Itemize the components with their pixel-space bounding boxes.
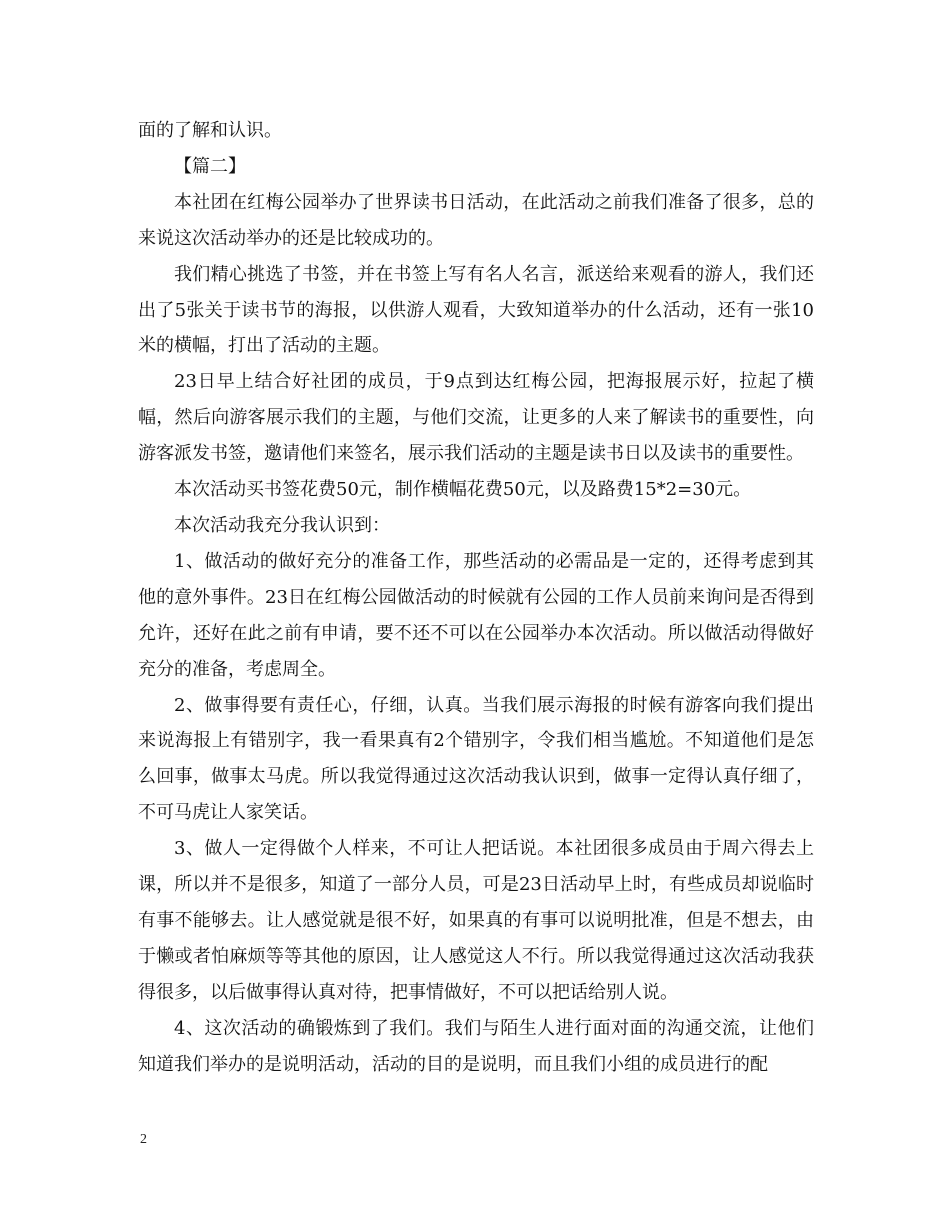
- page-number: 2: [140, 1132, 147, 1147]
- section-heading: 【篇二】: [174, 155, 246, 177]
- document-body: [138, 113, 814, 1082]
- paragraph-6: 本次活动买书签花费50元，制作横幅花费50元，以及路费15*2=30元。: [174, 479, 752, 501]
- paragraph-8: 1、做活动的做好充分的准备工作，那些活动的必需品是一定的，还得考虑到其他的意外事件。23日在红梅公园做活动的时候就有公园的工作人员前来询问是否得到允许，还好在此之前有申请，要不还不可以在公园举办本次活动。所以做活动得做好充分的准备，考虑周全。: [138, 550, 814, 680]
- paragraph-9: 2、做事得要有责任心，仔细，认真。当我们展示海报的时候有游客向我们提出来说海报上有错别字，我一看果真有2个错别字，令我们相当尴尬。不知道他们是怎么回事，做事太马虎。所以我觉得通过这次活动我认识到，做事一定得认真仔细了，不可马虎让人家笑话。: [138, 694, 814, 824]
- paragraph-7: 本次活动我充分我认识到：: [174, 514, 390, 536]
- paragraph-4: 我们精心挑选了书签，并在书签上写有名人名言，派送给来观看的游人，我们还出了5张关于读书节的海报，以供游人观看，大致知道举办的什么活动，还有一张10米的横幅，打出了活动的主题。: [138, 263, 814, 357]
- paragraph-10: 3、做人一定得做个人样来，不可让人把话说。本社团很多成员由于周六得去上课，所以并不是很多，知道了一部分人员，可是23日活动早上时，有些成员却说临时有事不能够去。让人感觉就是很不好，如果真的有事可以说明批准，但是不想去，由于懒或者怕麻烦等等其他的原因，让人感觉这人不行。所以我觉得通过这次活动我获得很多，以后做事得认真对待，把事情做好，不可以把话给别人说。: [138, 838, 814, 1003]
- paragraph-11: 4、这次活动的确锻炼到了我们。我们与陌生人进行面对面的沟通交流，让他们知道我们举办的是说明活动，活动的目的是说明，而且我们小组的成员进行的配: [138, 1017, 814, 1075]
- paragraph-5: 23日早上结合好社团的成员，于9点到达红梅公园，把海报展示好，拉起了横幅，然后向游客展示我们的主题，与他们交流，让更多的人来了解读书的重要性，向游客派发书签，邀请他们来签名，展示我们活动的主题是读书日以及读书的重要性。: [138, 371, 814, 465]
- paragraph-1: 面的了解和认识。: [138, 120, 282, 141]
- paragraph-3: 本社团在红梅公园举办了世界读书日活动，在此活动之前我们准备了很多，总的来说这次活动举办的还是比较成功的。: [138, 191, 814, 249]
